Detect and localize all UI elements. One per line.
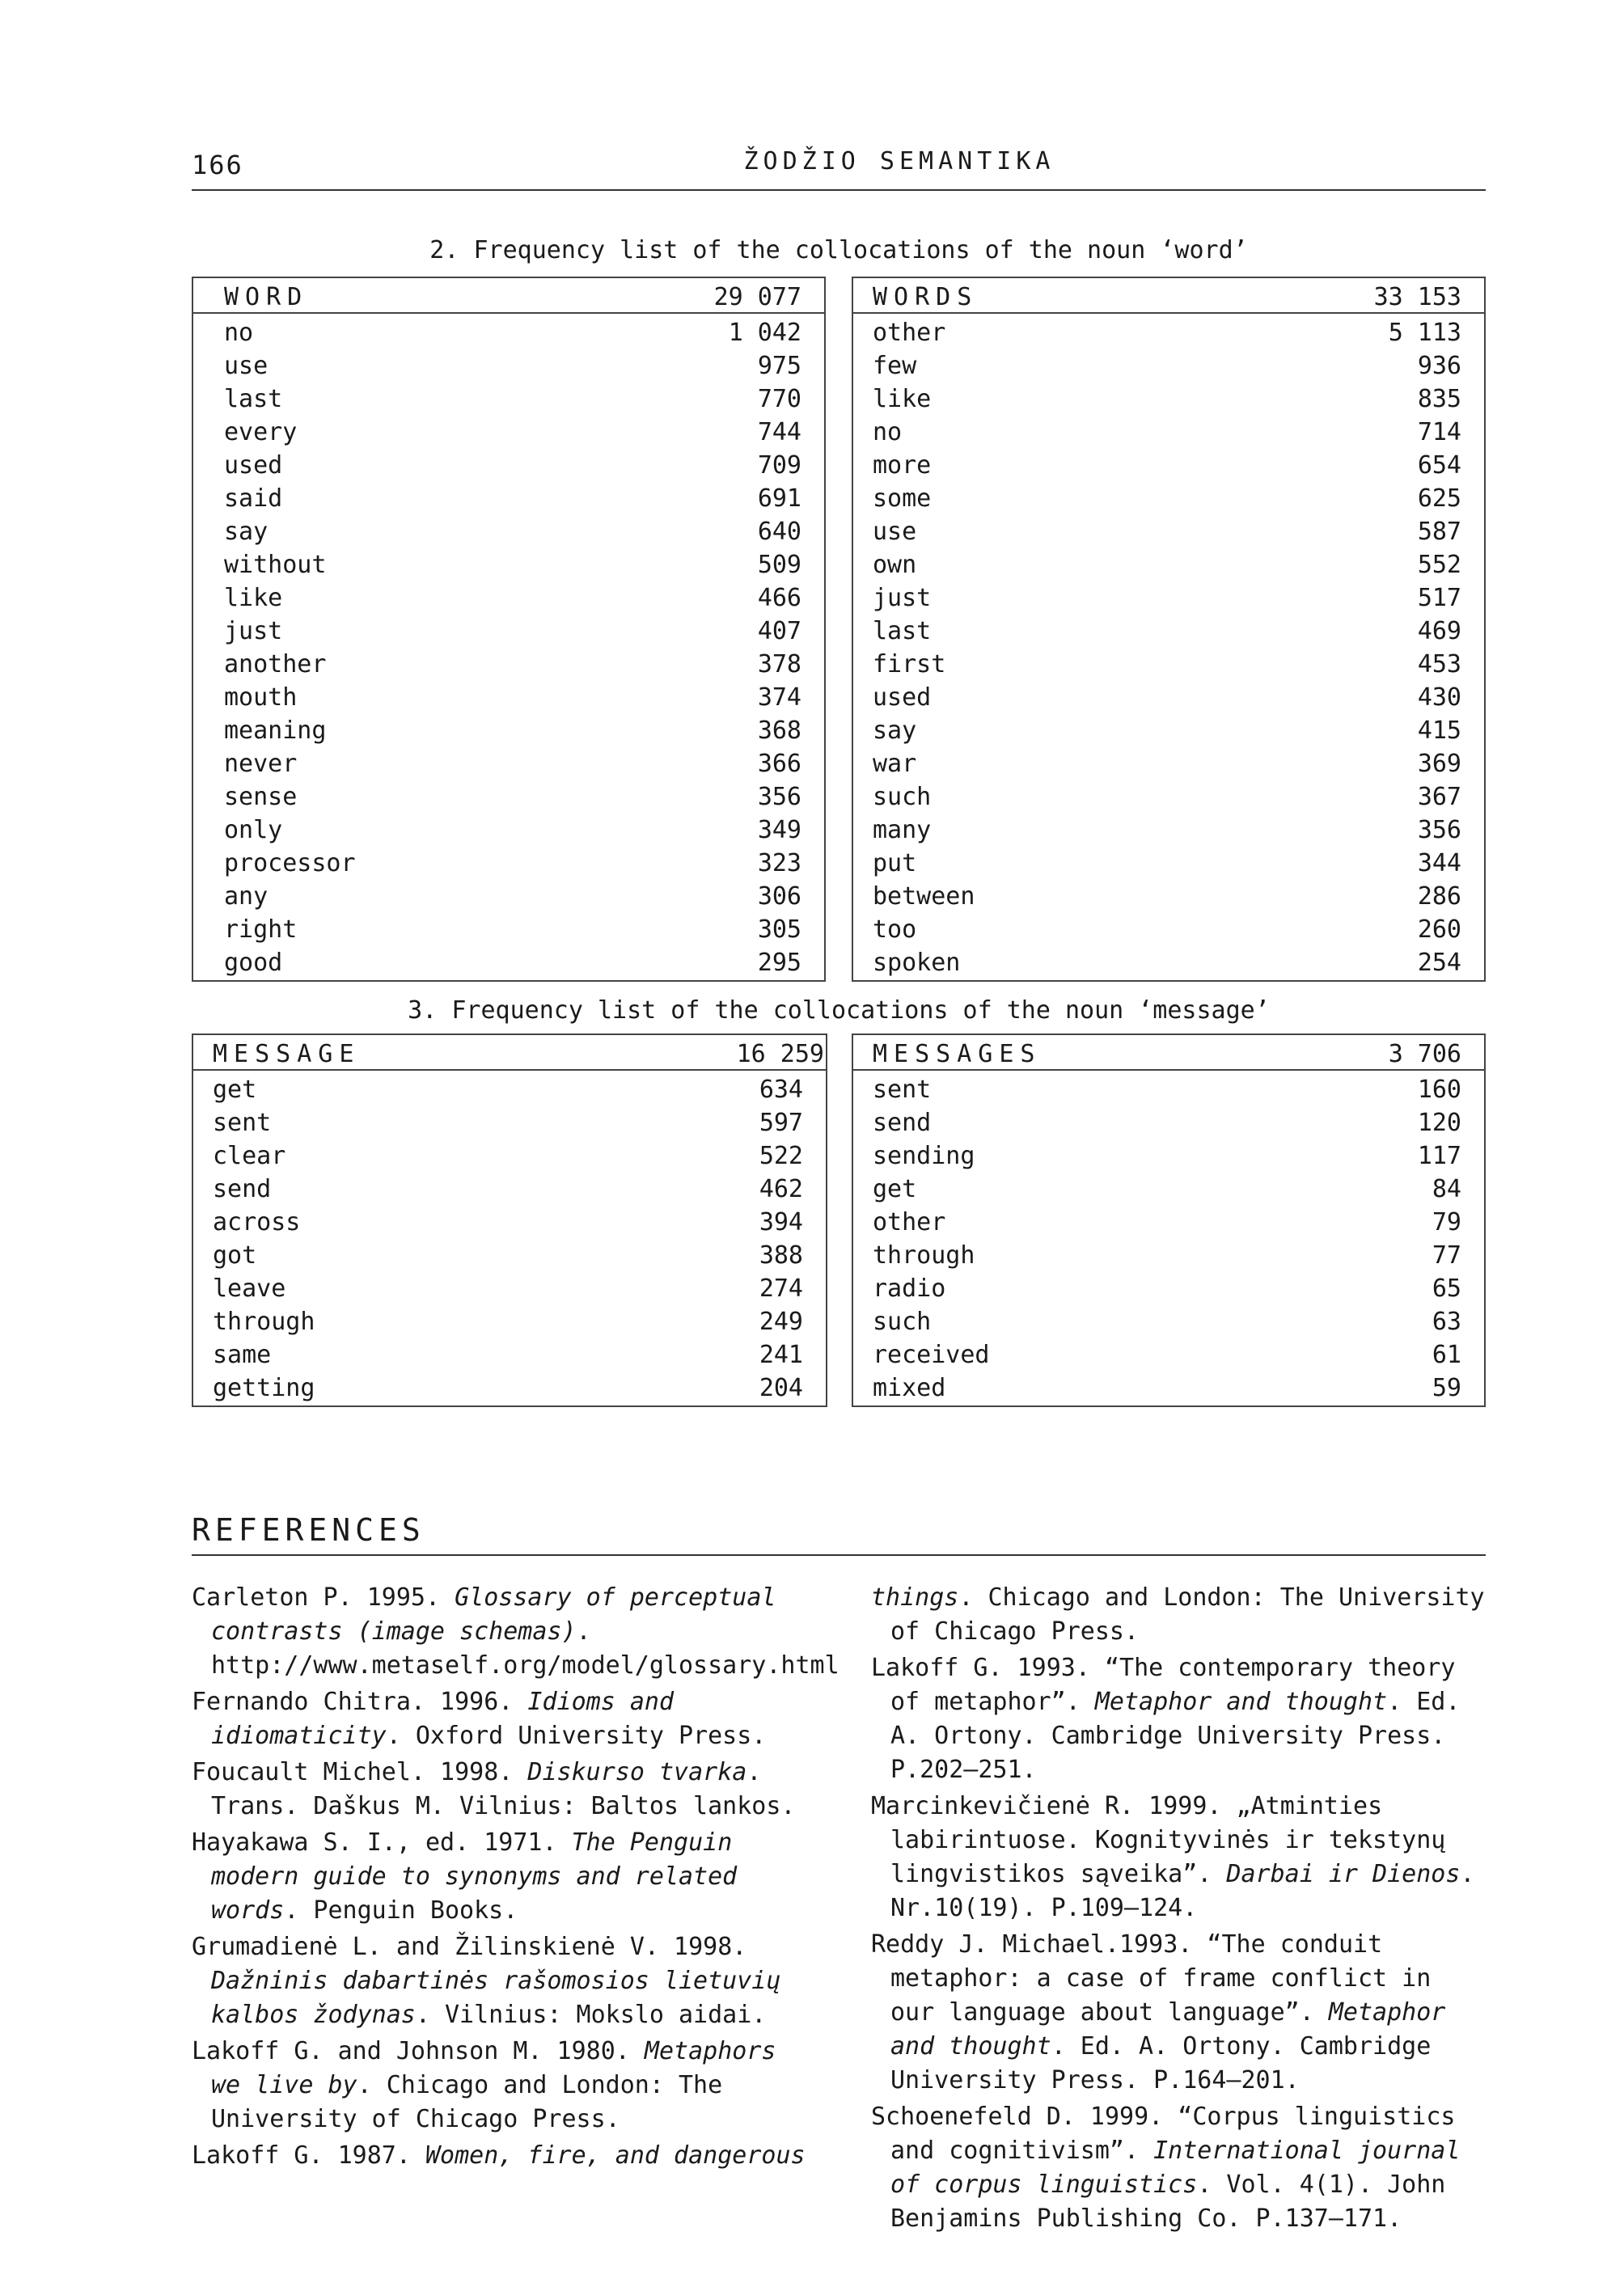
collocate-word: used: [873, 683, 932, 712]
column-total: 16 259: [736, 1040, 824, 1068]
table-row: [853, 816, 1484, 849]
collocate-frequency: 709: [757, 451, 801, 480]
collocate-frequency: 356: [1417, 816, 1461, 844]
column-total: 33 153: [1373, 283, 1461, 311]
table-row: [853, 750, 1484, 783]
collocate-word: across: [213, 1208, 301, 1236]
collocate-frequency: 305: [757, 915, 801, 944]
reference-text: Schoenefeld D. 1999. “Corpus linguistics and cognitivism”.: [871, 2103, 1456, 2165]
reference-title: Idioms and idiomaticity: [211, 1688, 675, 1750]
collocate-word: other: [873, 1208, 946, 1236]
reference-text: Lakoff G. 1993. “The contemporary theory of metaphor”.: [871, 1654, 1456, 1716]
reference-entry: [192, 1930, 806, 2032]
reference-title: International journal of corpus linguistics: [890, 2137, 1461, 2199]
collocate-frequency: 597: [759, 1109, 803, 1137]
collocate-word: such: [873, 783, 932, 811]
table-row: [193, 617, 824, 650]
reference-text: Carleton P. 1995.: [192, 1583, 455, 1612]
collocate-word: mouth: [224, 683, 298, 712]
collocate-frequency: 634: [759, 1076, 803, 1104]
collocate-word: more: [873, 451, 932, 480]
table-3-left: [192, 1033, 827, 1407]
collocate-word: use: [873, 518, 917, 546]
table-row: [853, 584, 1484, 617]
collocate-frequency: 63: [1432, 1308, 1461, 1336]
collocate-word: too: [873, 915, 917, 944]
collocate-frequency: 254: [1417, 949, 1461, 977]
collocate-frequency: 367: [1417, 783, 1461, 811]
table-header: [853, 1035, 1484, 1071]
table-row: [193, 816, 824, 849]
collocate-frequency: 344: [1417, 849, 1461, 877]
table-row: [853, 1142, 1484, 1175]
collocate-frequency: 654: [1417, 451, 1461, 480]
collocate-frequency: 369: [1417, 750, 1461, 778]
collocate-frequency: 415: [1417, 716, 1461, 745]
reference-text: Hayakawa S. I., ed. 1971.: [192, 1828, 572, 1857]
collocate-word: say: [224, 518, 269, 546]
collocate-word: any: [224, 882, 269, 911]
table-row: [853, 1109, 1484, 1142]
collocate-frequency: 241: [759, 1341, 803, 1369]
collocate-word: good: [224, 949, 283, 977]
reference-entry: [192, 1685, 806, 1753]
table-2-left: [192, 277, 826, 982]
reference-title: Darbai ir Dienos: [1226, 1860, 1461, 1888]
collocate-word: like: [873, 385, 932, 413]
collocate-word: used: [224, 451, 283, 480]
reference-entry: [871, 1790, 1486, 1925]
collocate-word: few: [873, 352, 917, 380]
table-row: [193, 518, 824, 551]
collocate-word: like: [224, 584, 283, 612]
collocate-word: only: [224, 816, 283, 844]
table-row: [853, 1175, 1484, 1208]
collocate-frequency: 714: [1417, 418, 1461, 446]
collocate-frequency: 117: [1417, 1142, 1461, 1170]
reference-text: . http://www.metaself.org/model/glossary.html: [211, 1617, 839, 1680]
table-row: [853, 915, 1484, 949]
collocate-word: spoken: [873, 949, 961, 977]
collocate-word: radio: [873, 1274, 946, 1303]
reference-text: Foucault Michel. 1998.: [192, 1758, 528, 1786]
reference-text: Marcinkevičienė R. 1999. „Atminties labirintuose. Kognityvinės ir tekstynų lingvistikos sąveika”.: [871, 1792, 1446, 1888]
collocate-word: last: [224, 385, 283, 413]
collocate-word: send: [213, 1175, 272, 1203]
reference-text: . Trans. Daškus M. Vilnius: Baltos lankos.: [211, 1758, 796, 1820]
collocate-word: said: [224, 484, 283, 513]
table-row: [193, 418, 824, 451]
table-row: [193, 849, 824, 882]
collocate-word: another: [224, 650, 327, 678]
table-2-caption: 2. Frequency list of the collocations of the noun ‘word’: [429, 236, 1248, 264]
collocate-frequency: 374: [757, 683, 801, 712]
table-row: [853, 949, 1484, 982]
collocate-word: such: [873, 1308, 932, 1336]
table-row: [193, 484, 824, 518]
table-row: [193, 750, 824, 783]
table-row: [853, 484, 1484, 518]
collocate-word: many: [873, 816, 932, 844]
table-row: [193, 1175, 826, 1208]
table-row: [853, 385, 1484, 418]
table-2-right: [852, 277, 1486, 982]
collocate-frequency: 65: [1432, 1274, 1461, 1303]
table-row: [193, 650, 824, 683]
collocate-frequency: 1 042: [728, 319, 801, 347]
column-head-word: WORD: [224, 283, 309, 311]
collocate-word: between: [873, 882, 975, 911]
running-title: ŽODŽIO SEMANTIKA: [743, 147, 1055, 175]
column-total: 3 706: [1388, 1040, 1461, 1068]
collocate-word: mixed: [873, 1374, 946, 1402]
reference-text: . Nr.10(19). P.109–124.: [890, 1860, 1475, 1922]
table-row: [193, 352, 824, 385]
collocate-word: sent: [213, 1109, 272, 1137]
reference-entry: [192, 1826, 806, 1928]
collocate-word: sense: [224, 783, 298, 811]
table-row: [853, 1208, 1484, 1241]
reference-title: Metaphor and thought: [890, 1998, 1446, 2061]
collocate-frequency: 274: [759, 1274, 803, 1303]
collocate-frequency: 835: [1417, 385, 1461, 413]
column-head-words: WORDS: [873, 283, 979, 311]
column-head-messages: MESSAGES: [873, 1040, 1042, 1068]
table-row: [853, 783, 1484, 816]
reference-title: Diskurso tvarka: [527, 1758, 747, 1786]
collocate-frequency: 61: [1432, 1341, 1461, 1369]
collocate-frequency: 295: [757, 949, 801, 977]
collocate-frequency: 587: [1417, 518, 1461, 546]
reference-text: . Chicago and London: The University of Chicago Press.: [211, 2071, 723, 2133]
table-row: [193, 783, 824, 816]
reference-text: . Chicago and London: The University of Chicago Press.: [890, 1583, 1485, 1646]
collocate-word: sent: [873, 1076, 932, 1104]
collocate-word: put: [873, 849, 917, 877]
table-row: [193, 584, 824, 617]
collocate-frequency: 462: [759, 1175, 803, 1203]
collocate-word: never: [224, 750, 298, 778]
collocate-frequency: 120: [1417, 1109, 1461, 1137]
reference-title: Women, fire, and dangerous: [425, 2141, 806, 2170]
table-row: [853, 1341, 1484, 1374]
collocate-word: meaning: [224, 716, 327, 745]
reference-text: . Penguin Books.: [284, 1896, 518, 1925]
table-3-right: [852, 1033, 1486, 1407]
reference-entry: [871, 2100, 1486, 2236]
collocate-word: first: [873, 650, 946, 678]
collocate-frequency: 5 113: [1388, 319, 1461, 347]
reference-title: The Penguin modern guide to synonyms and related words: [211, 1828, 738, 1925]
running-header: [192, 146, 1486, 191]
table-row: [193, 385, 824, 418]
collocate-word: without: [224, 551, 327, 579]
collocate-word: every: [224, 418, 298, 446]
reference-text: Lakoff G. 1987.: [192, 2141, 425, 2170]
collocate-word: leave: [213, 1274, 286, 1303]
table-3-caption: 3. Frequency list of the collocations of the noun ‘message’: [408, 996, 1270, 1025]
collocate-frequency: 509: [757, 551, 801, 579]
table-row: [193, 319, 824, 352]
collocate-frequency: 407: [757, 617, 801, 645]
collocate-frequency: 204: [759, 1374, 803, 1402]
collocate-frequency: 430: [1417, 683, 1461, 712]
collocate-word: through: [873, 1241, 975, 1270]
column-total: 29 077: [713, 283, 801, 311]
reference-entry: [192, 2035, 806, 2137]
collocate-frequency: 522: [759, 1142, 803, 1170]
collocate-frequency: 356: [757, 783, 801, 811]
table-row: [193, 1076, 826, 1109]
reference-title: Glossary of perceptual contrasts (image schemas): [211, 1583, 776, 1646]
table-row: [193, 1241, 826, 1274]
collocate-word: just: [224, 617, 283, 645]
reference-text: Fernando Chitra. 1996.: [192, 1688, 528, 1716]
reference-text: . Vilnius: Mokslo aidai.: [415, 2001, 767, 2029]
table-row: [853, 418, 1484, 451]
collocate-word: other: [873, 319, 946, 347]
collocate-frequency: 517: [1417, 584, 1461, 612]
collocate-word: war: [873, 750, 917, 778]
collocate-word: received: [873, 1341, 990, 1369]
table-row: [853, 1274, 1484, 1308]
table-row: [853, 518, 1484, 551]
references-heading: REFERENCES: [192, 1512, 1486, 1556]
collocate-frequency: 552: [1417, 551, 1461, 579]
collocate-frequency: 368: [757, 716, 801, 745]
collocate-frequency: 378: [757, 650, 801, 678]
collocate-frequency: 388: [759, 1241, 803, 1270]
table-row: [853, 451, 1484, 484]
collocate-frequency: 59: [1432, 1374, 1461, 1402]
page-number: 166: [192, 150, 243, 180]
table-row: [193, 1374, 826, 1407]
table-row: [193, 915, 824, 949]
column-head-message: MESSAGE: [213, 1040, 361, 1068]
collocate-frequency: 453: [1417, 650, 1461, 678]
references-column-left: [192, 1581, 839, 2175]
collocate-frequency: 306: [757, 882, 801, 911]
reference-text: Reddy J. Michael.1993. “The conduit metaphor: a case of frame conflict in our language about language”.: [871, 1930, 1432, 2027]
collocate-frequency: 349: [757, 816, 801, 844]
collocate-frequency: 160: [1417, 1076, 1461, 1104]
table-row: [853, 617, 1484, 650]
collocate-word: get: [213, 1076, 257, 1104]
reference-entry: [871, 1651, 1486, 1787]
table-row: [853, 1241, 1484, 1274]
collocate-word: processor: [224, 849, 356, 877]
table-row: [193, 716, 824, 750]
collocate-word: clear: [213, 1142, 286, 1170]
table-row: [193, 1208, 826, 1241]
collocate-word: no: [224, 319, 254, 347]
reference-title: Metaphors we live by: [211, 2037, 776, 2099]
table-header: [193, 1035, 826, 1071]
collocate-word: some: [873, 484, 932, 513]
collocate-frequency: 936: [1417, 352, 1461, 380]
collocate-frequency: 366: [757, 750, 801, 778]
collocate-frequency: 625: [1417, 484, 1461, 513]
collocate-frequency: 640: [757, 518, 801, 546]
table-row: [193, 551, 824, 584]
table-row: [193, 949, 824, 982]
collocate-frequency: 323: [757, 849, 801, 877]
collocate-frequency: 466: [757, 584, 801, 612]
collocate-word: get: [873, 1175, 917, 1203]
reference-entry: [871, 1928, 1486, 2098]
reference-text: . Oxford University Press.: [386, 1722, 767, 1750]
reference-title: things: [871, 1583, 959, 1612]
collocate-word: send: [873, 1109, 932, 1137]
reference-title: Metaphor and thought: [1094, 1688, 1388, 1716]
table-row: [193, 1274, 826, 1308]
table-row: [193, 451, 824, 484]
table-row: [853, 849, 1484, 882]
collocate-frequency: 469: [1417, 617, 1461, 645]
table-row: [853, 1374, 1484, 1407]
references-column-right: [871, 1581, 1486, 2238]
collocate-word: getting: [213, 1374, 315, 1402]
collocate-word: same: [213, 1341, 272, 1369]
reference-entry: [871, 1581, 1486, 1649]
table-row: [193, 1142, 826, 1175]
table-row: [193, 1109, 826, 1142]
collocate-word: say: [873, 716, 917, 745]
collocate-word: own: [873, 551, 917, 579]
collocate-frequency: 249: [759, 1308, 803, 1336]
collocate-word: no: [873, 418, 903, 446]
reference-text: . Ed. A. Ortony. Cambridge University Press. P.164–201.: [890, 2032, 1432, 2094]
collocate-frequency: 260: [1417, 915, 1461, 944]
reference-text: Grumadienė L. and Žilinskienė V. 1998.: [192, 1933, 747, 1961]
collocate-frequency: 286: [1417, 882, 1461, 911]
table-row: [853, 1076, 1484, 1109]
reference-text: . Ed. A. Ortony. Cambridge University Press. P.202–251.: [890, 1688, 1461, 1784]
table-row: [193, 1341, 826, 1374]
table-row: [853, 882, 1484, 915]
collocate-word: through: [213, 1308, 315, 1336]
table-row: [853, 352, 1484, 385]
collocate-word: right: [224, 915, 298, 944]
table-row: [853, 1308, 1484, 1341]
table-header: [853, 278, 1484, 314]
table-row: [853, 319, 1484, 352]
collocate-frequency: 394: [759, 1208, 803, 1236]
collocate-frequency: 691: [757, 484, 801, 513]
reference-text: Lakoff G. and Johnson M. 1980.: [192, 2037, 645, 2065]
table-row: [193, 1308, 826, 1341]
reference-title: Dažninis dabartinės rašomosios lietuvių kalbos žodynas: [211, 1967, 781, 2029]
collocate-word: use: [224, 352, 269, 380]
table-row: [853, 716, 1484, 750]
table-row: [853, 650, 1484, 683]
table-header: [193, 278, 824, 314]
reference-entry: [192, 1756, 806, 1824]
collocate-frequency: 79: [1432, 1208, 1461, 1236]
table-row: [853, 683, 1484, 716]
collocate-word: just: [873, 584, 932, 612]
collocate-frequency: 770: [757, 385, 801, 413]
collocate-frequency: 77: [1432, 1241, 1461, 1270]
reference-entry: [192, 2139, 806, 2173]
collocate-word: last: [873, 617, 932, 645]
reference-entry: [192, 1581, 839, 1683]
collocate-frequency: 84: [1432, 1175, 1461, 1203]
collocate-frequency: 975: [757, 352, 801, 380]
table-row: [193, 683, 824, 716]
reference-text: . Vol. 4(1). John Benjamins Publishing Co. P.137–171.: [890, 2171, 1446, 2233]
collocate-word: got: [213, 1241, 257, 1270]
table-row: [193, 882, 824, 915]
collocate-word: sending: [873, 1142, 975, 1170]
collocate-frequency: 744: [757, 418, 801, 446]
table-row: [853, 551, 1484, 584]
